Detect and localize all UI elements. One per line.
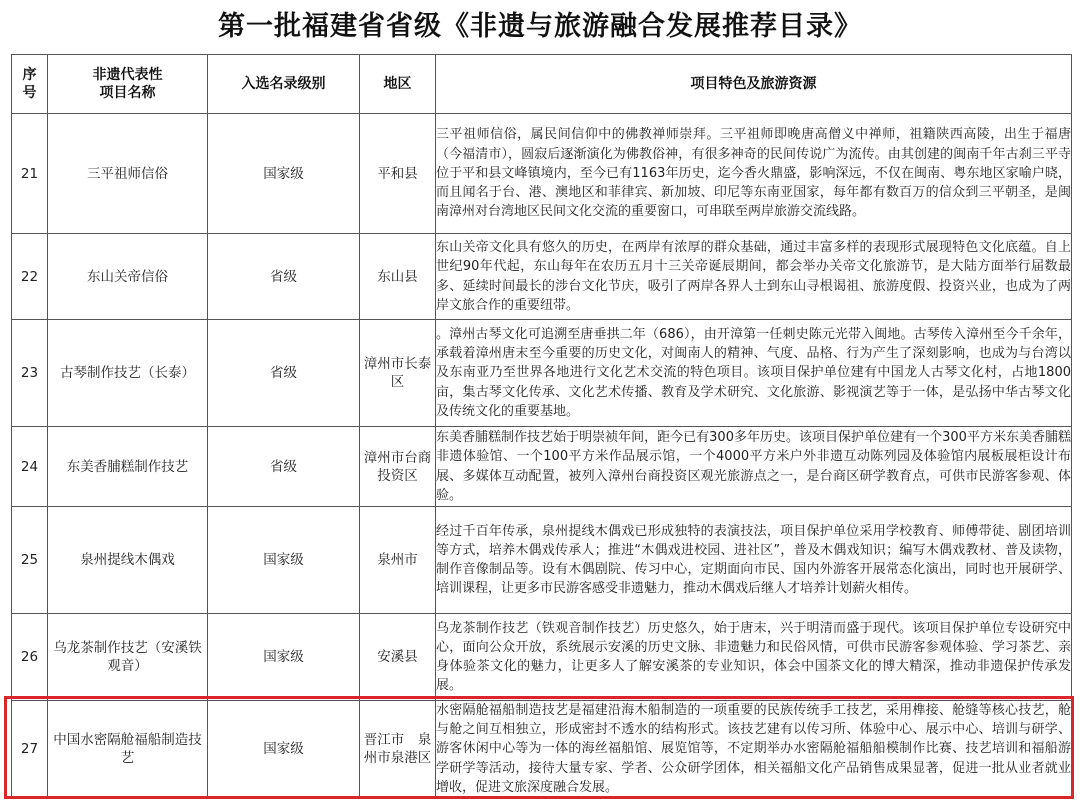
cell-level: 国家级 xyxy=(208,701,360,798)
table-row xyxy=(12,614,1072,701)
cell-name: 东美香脯糕制作技艺 xyxy=(48,427,208,507)
cell-name: 乌龙茶制作技艺（安溪铁观音） xyxy=(48,614,208,701)
cell-seq: 24 xyxy=(12,427,48,507)
cell-region: 漳州市长泰区 xyxy=(360,320,436,427)
table-row xyxy=(12,507,1072,614)
cell-seq: 23 xyxy=(12,320,48,427)
header-name xyxy=(48,55,208,114)
cell-region: 泉州市 xyxy=(360,507,436,614)
cell-region: 晋江市 泉州市泉港区 xyxy=(360,701,436,798)
cell-desc: 乌龙茶制作技艺（铁观音制作技艺）历史悠久，始于唐末，兴于明清而盛于现代。该项目保护单位专设研究中心，面向公众开放，系统展示安溪的历史文脉、非遗魅力和民俗风情，可供市民游客参观体验、学习茶艺、亲身体验茶文化的魅力，让更多人了解安溪茶的专业知识，体会中国茶文化的博大精深，推动非遗保护传承发展。 xyxy=(436,614,1072,701)
table-row xyxy=(12,234,1072,320)
cell-region: 平和县 xyxy=(360,114,436,234)
cell-region: 漳州市台商投资区 xyxy=(360,427,436,507)
cell-name: 古琴制作技艺（长泰） xyxy=(48,320,208,427)
header-name-label: 非遗代表性 项目名称 xyxy=(92,67,163,101)
cell-name: 三平祖师信俗 xyxy=(48,114,208,234)
cell-name: 泉州提线木偶戏 xyxy=(48,507,208,614)
heritage-table xyxy=(11,54,1072,798)
table-row xyxy=(12,320,1072,427)
cell-seq: 22 xyxy=(12,234,48,320)
cell-seq: 21 xyxy=(12,114,48,234)
cell-desc: 水密隔舱福船制造技艺是福建沿海木船制造的一项重要的民族传统手工技艺，采用榫接、舱缝等核心技艺，舱与舱之间互相独立，形成密封不透水的结构形式。该技艺建有以传习所、体验中心、展示中心、培训与研学、游客休闲中心等为一体的海丝福船馆、展览馆等，不定期举办水密隔舱福船船模制作比赛、技艺培训和福船游学研学等活动，接待大量专家、学者、公众研学团体，相关福船文化产品销售成果显著，促进一批从业者就业增收，促进文旅深度融合发展。 xyxy=(436,701,1072,798)
page-title: 第一批福建省省级《非遗与旅游融合发展推荐目录》 xyxy=(218,11,862,42)
cell-name: 中国水密隔舱福船制造技艺 xyxy=(48,701,208,798)
table-header-row xyxy=(12,55,1072,114)
cell-seq: 26 xyxy=(12,614,48,701)
cell-level: 国家级 xyxy=(208,114,360,234)
cell-level: 省级 xyxy=(208,320,360,427)
cell-level: 省级 xyxy=(208,234,360,320)
table-row xyxy=(12,114,1072,234)
table-row xyxy=(12,427,1072,507)
cell-seq: 25 xyxy=(12,507,48,614)
header-level: 入选名录级别 xyxy=(208,55,360,114)
cell-desc: 经过千百年传承，泉州提线木偶戏已形成独特的表演技法，项目保护单位采用学校教育、师傅带徒、剧团培训等方式，培养木偶戏传承人；推进“木偶戏进校园、进社区”，普及木偶戏知识；编写木偶戏教材、普及读物，制作音像制品等。设有木偶剧院、传习中心，定期面向市民、国内外游客开展常态化演出，同时也开展研学、培训课程，让更多市民游客感受非遗魅力，推动木偶戏后继人才培养计划薪火相传。 xyxy=(436,507,1072,614)
cell-desc: 东山关帝文化具有悠久的历史，在两岸有浓厚的群众基础，通过丰富多样的表现形式展现特色文化底蕴。自上世纪90年代起，东山每年在农历五月十三关帝诞辰期间，都会举办关帝文化旅游节，是大陆方面举行届数最多、延续时间最长的涉台文化节庆，吸引了两岸各界人士到东山寻根谒祖、旅游度假、投资兴业，也成为了两岸文旅合作的重要纽带。 xyxy=(436,234,1072,320)
cell-region: 东山县 xyxy=(360,234,436,320)
cell-desc: 东美香脯糕制作技艺始于明崇祯年间，距今已有300多年历史。该项目保护单位建有一个300平方米东美香脯糕非遗体验馆、一个100平方米作品展示馆，一个4000平方米户外非遗互动陈列园及体验馆内展板展柜设计布展、多媒体互动配置，被列入漳州台商投资区观光旅游点之一，是台商区研学教育点，可供市民游客参观、体验。 xyxy=(436,427,1072,507)
cell-level: 国家级 xyxy=(208,614,360,701)
cell-name: 东山关帝信俗 xyxy=(48,234,208,320)
cell-level: 省级 xyxy=(208,427,360,507)
cell-level: 国家级 xyxy=(208,507,360,614)
table-row-highlighted xyxy=(12,701,1072,798)
cell-seq: 27 xyxy=(12,701,48,798)
cell-desc: 三平祖师信俗，属民间信仰中的佛教禅师崇拜。三平祖师即晚唐高僧义中禅师，祖籍陕西高陵，出生于福唐（今福清市），圆寂后逐渐演化为佛教俗神，有很多神奇的民间传说广为流传。由其创建的闽南千年古刹三平寺位于平和县文峰镇境内，至今已有1163年历史，迄今香火鼎盛，影响深远，不仅在闽南、粤东地区家喻户晓，而且闻名于台、港、澳地区和菲律宾、新加坡、印尼等东南亚国家，每年都有数百万的信众到三平朝圣，是闽南漳州对台湾地区民间文化交流的重要窗口，可串联至两岸旅游交流线路。 xyxy=(436,114,1072,234)
cell-desc: 。漳州古琴文化可追溯至唐垂拱二年（686），由开漳第一任刺史陈元光带入闽地。古琴传入漳州至今千余年，承载着漳州唐末至今重要的历史文化，对闽南人的精神、气度、品格、行为产生了深刻影响，也成为与台湾以及东南亚乃至世界各地进行文化艺术交流的特色项目。该项目保护单位建有中国龙人古琴文化村，占地1800亩，集古琴文化传承、文化艺术传播、教育及学术研究、文化旅游、影视演艺等于一体，是弘扬中华古琴文化及传统文化的重要基地。 xyxy=(436,320,1072,427)
header-region: 地区 xyxy=(360,55,436,114)
header-desc: 项目特色及旅游资源 xyxy=(436,55,1072,114)
header-seq-label: 序 号 xyxy=(22,67,37,101)
header-seq xyxy=(12,55,48,114)
cell-region: 安溪县 xyxy=(360,614,436,701)
